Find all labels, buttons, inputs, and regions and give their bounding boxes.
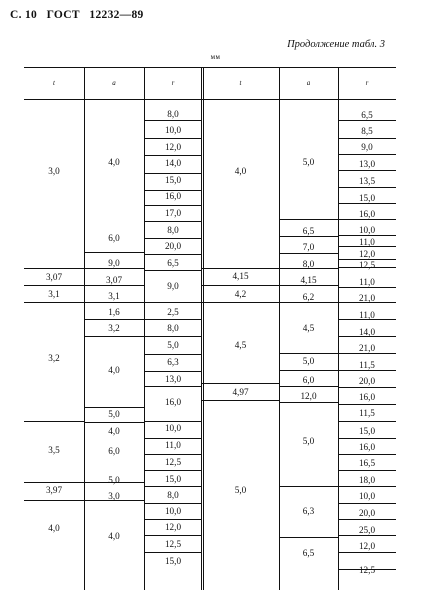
table-cell: 11,0 xyxy=(165,439,181,450)
standard-label: ГОСТ xyxy=(46,9,80,21)
table-cell: 3,07 xyxy=(45,271,63,282)
column-header-r: r xyxy=(365,78,369,87)
table-rule xyxy=(24,482,84,483)
table-cell: 8,0 xyxy=(167,489,179,500)
table-rule xyxy=(24,285,84,286)
table-cell: 3,97 xyxy=(45,484,63,495)
table-cell: 3,0 xyxy=(108,490,120,501)
table-cell: 3,5 xyxy=(48,444,60,455)
table-cell: 4,0 xyxy=(108,530,120,541)
table-cell: 3,2 xyxy=(48,352,60,363)
table-cell: 16,0 xyxy=(358,208,376,219)
table-cell: 2,5 xyxy=(167,306,179,317)
table-rule xyxy=(279,537,338,538)
table-cell: 5,0 xyxy=(302,156,315,167)
table-rule xyxy=(338,138,396,139)
table-rule xyxy=(84,252,144,253)
table-rule xyxy=(338,552,396,553)
table-cell: 10,0 xyxy=(164,505,182,516)
table-cell: 3,0 xyxy=(48,165,60,176)
column-header-r: r xyxy=(171,78,175,87)
table-cell: 6,3 xyxy=(302,505,315,516)
table-cell: 13,0 xyxy=(358,158,376,169)
table-cell: 3,1 xyxy=(108,290,120,301)
table-rule xyxy=(279,353,338,354)
table-cell: 4,15 xyxy=(232,270,249,281)
table-cell: 5,0 xyxy=(302,355,315,366)
table-cell: 4,0 xyxy=(108,364,120,375)
table-cell: 18,0 xyxy=(358,474,376,485)
table-rule xyxy=(144,221,202,222)
standard-number: 12232—89 xyxy=(89,9,144,21)
table-rule xyxy=(338,486,396,487)
table-rule xyxy=(24,500,84,501)
table-cell: 4,0 xyxy=(108,156,120,167)
table-rule xyxy=(202,400,279,401)
column-header-a: a xyxy=(306,78,311,87)
table-cell: 9,0 xyxy=(361,141,373,152)
table-rule xyxy=(144,486,202,487)
table-rule xyxy=(279,402,338,403)
table-cell: 8,0 xyxy=(167,108,179,119)
table-cell: 12,0 xyxy=(358,248,376,259)
table-rule xyxy=(144,254,202,255)
table-cell: 4,0 xyxy=(48,522,60,533)
table-cell: 5,0 xyxy=(108,408,120,419)
table-cell: 21,0 xyxy=(358,342,376,353)
table-cell: 16,5 xyxy=(358,457,376,468)
table-rule xyxy=(338,454,396,455)
table-rule xyxy=(144,120,202,121)
table-cell: 8,0 xyxy=(302,258,315,269)
table-rule xyxy=(84,319,144,320)
table-rule xyxy=(84,302,144,303)
table-rule xyxy=(144,354,202,355)
table-rule xyxy=(338,503,396,504)
table-rule xyxy=(338,187,396,188)
table-rule xyxy=(144,535,202,536)
table-rule xyxy=(338,170,396,171)
table-cell: 4,15 xyxy=(300,274,317,285)
table-rule xyxy=(279,370,338,371)
table-cell: 21,0 xyxy=(358,292,376,303)
table-cell: 14,0 xyxy=(358,326,376,337)
table-rule xyxy=(144,470,202,471)
table-rule xyxy=(202,302,279,303)
table-cell: 3,07 xyxy=(105,274,123,285)
table-rule xyxy=(279,219,338,220)
table-cell: 15,0 xyxy=(164,473,182,484)
table-rule xyxy=(202,285,279,286)
table-cell: 15,0 xyxy=(164,174,182,185)
table-cell: 11,0 xyxy=(359,276,375,287)
table-cell: 12,0 xyxy=(164,521,182,532)
table-cell: 12,0 xyxy=(164,141,182,152)
table-cell: 12,5 xyxy=(164,538,182,549)
table-rule xyxy=(144,155,202,156)
table-cell: 25,0 xyxy=(358,524,376,535)
table-cell: 4,5 xyxy=(302,322,315,333)
table-cell: 8,0 xyxy=(167,224,179,235)
table-rule xyxy=(24,302,84,303)
table-rule xyxy=(144,519,202,520)
table-cell: 12,5 xyxy=(358,259,376,270)
page-number: С. 10 xyxy=(10,9,38,21)
table-cell: 5,0 xyxy=(167,339,179,350)
table-cell: 8,0 xyxy=(167,322,179,333)
table-cell: 12,5 xyxy=(358,564,376,575)
table-cell: 12,0 xyxy=(300,390,317,401)
unit-label: мм xyxy=(210,53,221,61)
table-cell: 16,0 xyxy=(358,391,376,402)
table-rule xyxy=(338,154,396,155)
table-cell: 5,0 xyxy=(108,474,120,485)
table-cell: 12,5 xyxy=(164,456,182,467)
table-cell: 15,0 xyxy=(358,425,376,436)
table-cell: 6,5 xyxy=(302,225,315,236)
table-cell: 10,0 xyxy=(358,224,376,235)
table-rule xyxy=(144,371,202,372)
table-rule xyxy=(338,421,396,422)
table-cell: 4,5 xyxy=(234,339,247,350)
table-rule xyxy=(84,422,144,423)
table-cell: 16,0 xyxy=(358,441,376,452)
table-rule xyxy=(202,383,279,384)
table-cell: 17,0 xyxy=(164,207,182,218)
table-cell: 16,0 xyxy=(164,396,182,407)
table-cell: 9,0 xyxy=(167,280,179,291)
table-cell: 10,0 xyxy=(358,490,376,501)
table-cell: 11,0 xyxy=(359,309,375,320)
table-rule xyxy=(338,470,396,471)
table-cell: 14,0 xyxy=(164,157,182,168)
table-cell: 3,2 xyxy=(108,322,120,333)
table-rule xyxy=(144,503,202,504)
table-cell: 4,2 xyxy=(234,288,247,299)
table-cell: 9,0 xyxy=(108,257,120,268)
column-header-t: t xyxy=(239,78,242,87)
table-cell: 4,0 xyxy=(108,425,120,436)
column-header-a: a xyxy=(112,78,116,87)
table-cell: 20,0 xyxy=(164,240,182,251)
table-rule xyxy=(338,387,396,388)
table-cell: 8,5 xyxy=(361,125,373,136)
page-header xyxy=(10,9,144,21)
table-rule xyxy=(202,268,279,269)
table-cell: 20,0 xyxy=(358,507,376,518)
table-cell: 11,5 xyxy=(359,359,375,370)
table-rule xyxy=(279,386,338,387)
table-cell: 20,0 xyxy=(358,375,376,386)
table-cell: 7,0 xyxy=(302,241,315,252)
table-rule xyxy=(144,386,202,387)
table-cell: 10,0 xyxy=(164,422,182,433)
column-header-t: t xyxy=(53,78,55,87)
table-cell: 15,0 xyxy=(164,555,182,566)
table-rule xyxy=(144,302,202,303)
table-rule xyxy=(144,270,202,271)
table-cell: 11,0 xyxy=(359,236,375,247)
table-rule xyxy=(144,336,202,337)
table-rule xyxy=(144,205,202,206)
table-cell: 6,0 xyxy=(108,232,120,243)
table-cell: 12,0 xyxy=(358,540,376,551)
table-rule xyxy=(24,268,84,269)
table-rule xyxy=(279,253,338,254)
table-cell: 6,5 xyxy=(361,109,373,120)
table-rule xyxy=(144,319,202,320)
table-cell: 6,5 xyxy=(167,257,179,268)
table-rule xyxy=(24,421,84,422)
table-cell: 6,2 xyxy=(302,291,315,302)
table-rule xyxy=(24,67,396,68)
table-cell: 4,97 xyxy=(232,386,249,397)
table-rule xyxy=(338,438,396,439)
table-cell: 13,0 xyxy=(164,373,182,384)
table-cell: 5,0 xyxy=(302,435,315,446)
table-cell: 6,5 xyxy=(302,547,315,558)
table-continuation-caption: Продолжение табл. 3 xyxy=(287,39,385,50)
table-rule xyxy=(338,519,396,520)
table-cell: 15,0 xyxy=(358,192,376,203)
table-cell: 1,6 xyxy=(108,306,120,317)
table-cell: 6,0 xyxy=(108,445,120,456)
table-rule xyxy=(144,552,202,553)
table-rule xyxy=(84,336,144,337)
table-rule xyxy=(24,99,396,100)
table-cell: 4,0 xyxy=(234,165,247,176)
table-cell: 11,5 xyxy=(359,407,375,418)
table-cell: 16,0 xyxy=(164,190,182,201)
table-rule xyxy=(144,454,202,455)
table-cell: 10,0 xyxy=(164,124,182,135)
table-rule xyxy=(144,238,202,239)
table-cell: 6,0 xyxy=(302,374,315,385)
table-cell: 3,1 xyxy=(48,288,60,299)
table-cell: 13,5 xyxy=(358,175,376,186)
table-cell: 6,3 xyxy=(167,356,179,367)
table-rule xyxy=(338,404,396,405)
table-cell: 5,0 xyxy=(234,484,247,495)
table-rule xyxy=(279,486,338,487)
table-rule xyxy=(144,138,202,139)
